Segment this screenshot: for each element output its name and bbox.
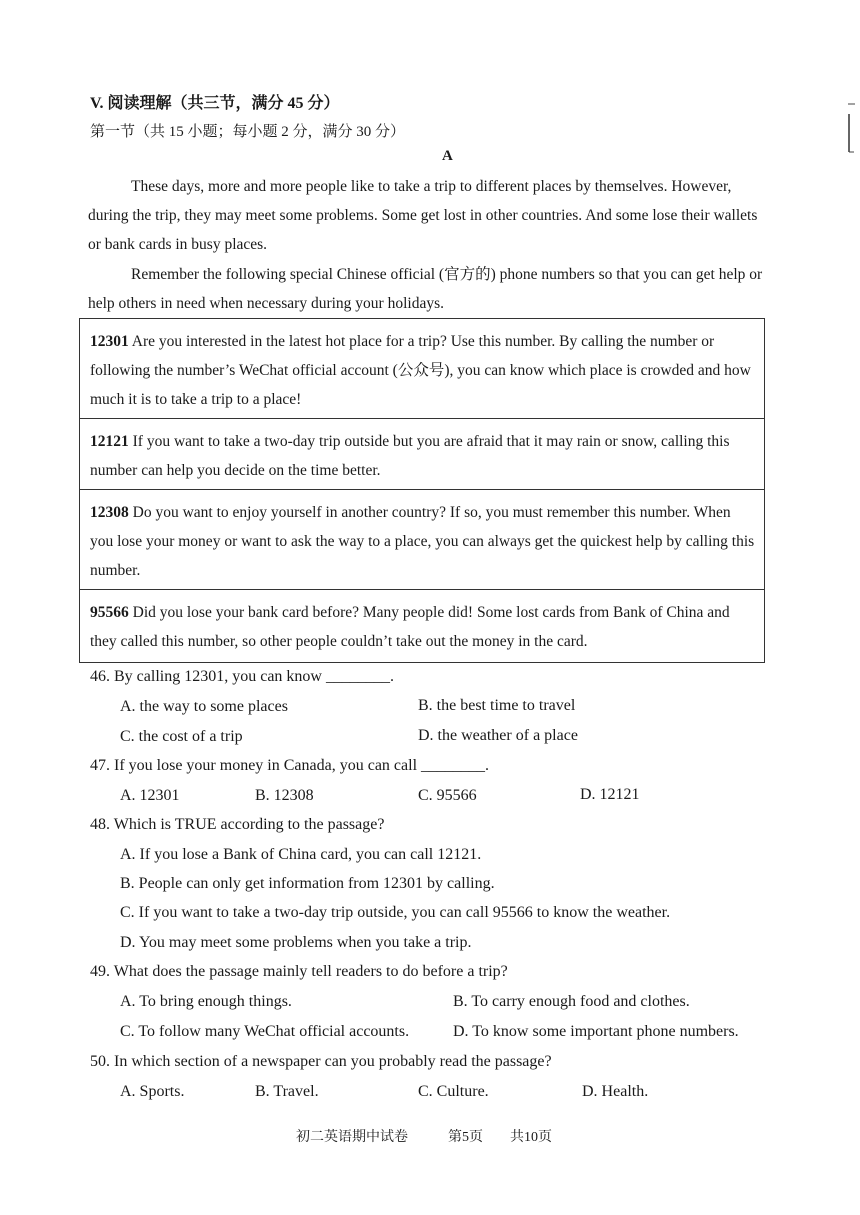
footer-exam-name: 初二英语期中试卷 <box>296 1130 408 1145</box>
phone-number: 12308 <box>90 504 129 521</box>
phone-number: 12301 <box>90 333 129 350</box>
phone-number: 95566 <box>90 604 129 621</box>
footer-page-number: 第5页 <box>448 1130 483 1145</box>
paragraph-intro: These days, more and more people like to take a trip to different places by themselves. However, during the trip, they may meet some problems. Some get lost in other countries. And some lose their wallets or bank cards in busy places. <box>88 178 758 253</box>
option-46-b[interactable]: B. the best time to travel <box>418 697 576 714</box>
option-50-a[interactable]: A. Sports. <box>120 1083 185 1100</box>
section-title: V. 阅读理解（共三节，满分 45 分） <box>90 95 340 112</box>
option-50-d[interactable]: D. Health. <box>582 1083 649 1100</box>
passage-letter: A <box>442 148 453 164</box>
option-46-d[interactable]: D. the weather of a place <box>418 727 578 744</box>
option-46-c[interactable]: C. the cost of a trip <box>120 728 243 745</box>
option-49-c[interactable]: C. To follow many WeChat official accounts. <box>120 1023 410 1040</box>
option-48-b[interactable]: B. People can only get information from 12301 by calling. <box>120 875 495 892</box>
question-47: 47. If you lose your money in Canada, you can call ________. <box>90 757 490 774</box>
question-50: 50. In which section of a newspaper can you probably read the passage? <box>90 1053 552 1070</box>
option-49-a[interactable]: A. To bring enough things. <box>120 993 292 1010</box>
option-50-c[interactable]: C. Culture. <box>418 1083 489 1100</box>
question-49: 49. What does the passage mainly tell readers to do before a trip? <box>90 963 508 980</box>
option-47-a[interactable]: A. 12301 <box>120 787 180 804</box>
option-46-a[interactable]: A. the way to some places <box>120 698 288 715</box>
phone-description: Do you want to enjoy yourself in another country? If so, you must remember this number. When you lose your money or want to ask the way to a place, you can always get the quickest help by calling this number. <box>90 504 755 579</box>
footer-page-total: 共10页 <box>510 1130 552 1145</box>
phone-description: If you want to take a two-day trip outside but you are afraid that it may rain or snow, calling this number can help you decide on the time better. <box>90 433 730 479</box>
option-47-b[interactable]: B. 12308 <box>255 787 314 804</box>
phone-box-12301 <box>79 318 765 419</box>
scan-mark <box>846 100 856 160</box>
option-47-d[interactable]: D. 12121 <box>580 786 640 803</box>
phone-box-95566 <box>79 589 765 663</box>
section-subtitle: 第一节（共 15 小题；每小题 2 分，满分 30 分） <box>90 124 406 140</box>
question-48: 48. Which is TRUE according to the passage? <box>90 816 385 833</box>
option-48-a[interactable]: A. If you lose a Bank of China card, you can call 12121. <box>120 846 482 863</box>
option-49-b[interactable]: B. To carry enough food and clothes. <box>453 993 690 1010</box>
phone-box-12308 <box>79 489 765 590</box>
option-50-b[interactable]: B. Travel. <box>255 1083 319 1100</box>
option-48-d[interactable]: D. You may meet some problems when you take a trip. <box>120 934 472 951</box>
option-49-d[interactable]: D. To know some important phone numbers. <box>453 1023 739 1040</box>
question-46: 46. By calling 12301, you can know ________. <box>90 668 394 685</box>
phone-description: Did you lose your bank card before? Many people did! Some lost cards from Bank of China and they called this number, so other people couldn’t take out the money in the card. <box>90 604 730 650</box>
option-47-c[interactable]: C. 95566 <box>418 787 477 804</box>
phone-box-12121 <box>79 418 765 490</box>
paragraph-remember: Remember the following special Chinese official (官方的) phone numbers so that you can get help or help others in need when necessary during your holidays. <box>88 266 763 312</box>
phone-description: Are you interested in the latest hot place for a trip? Use this number. By calling the number or following the number’s WeChat official account (公众号), you can know which place is crowded and how much it is to take a trip to a place! <box>90 333 751 408</box>
phone-number: 12121 <box>90 433 129 450</box>
option-48-c[interactable]: C. If you want to take a two-day trip outside, you can call 95566 to know the weather. <box>120 904 671 921</box>
